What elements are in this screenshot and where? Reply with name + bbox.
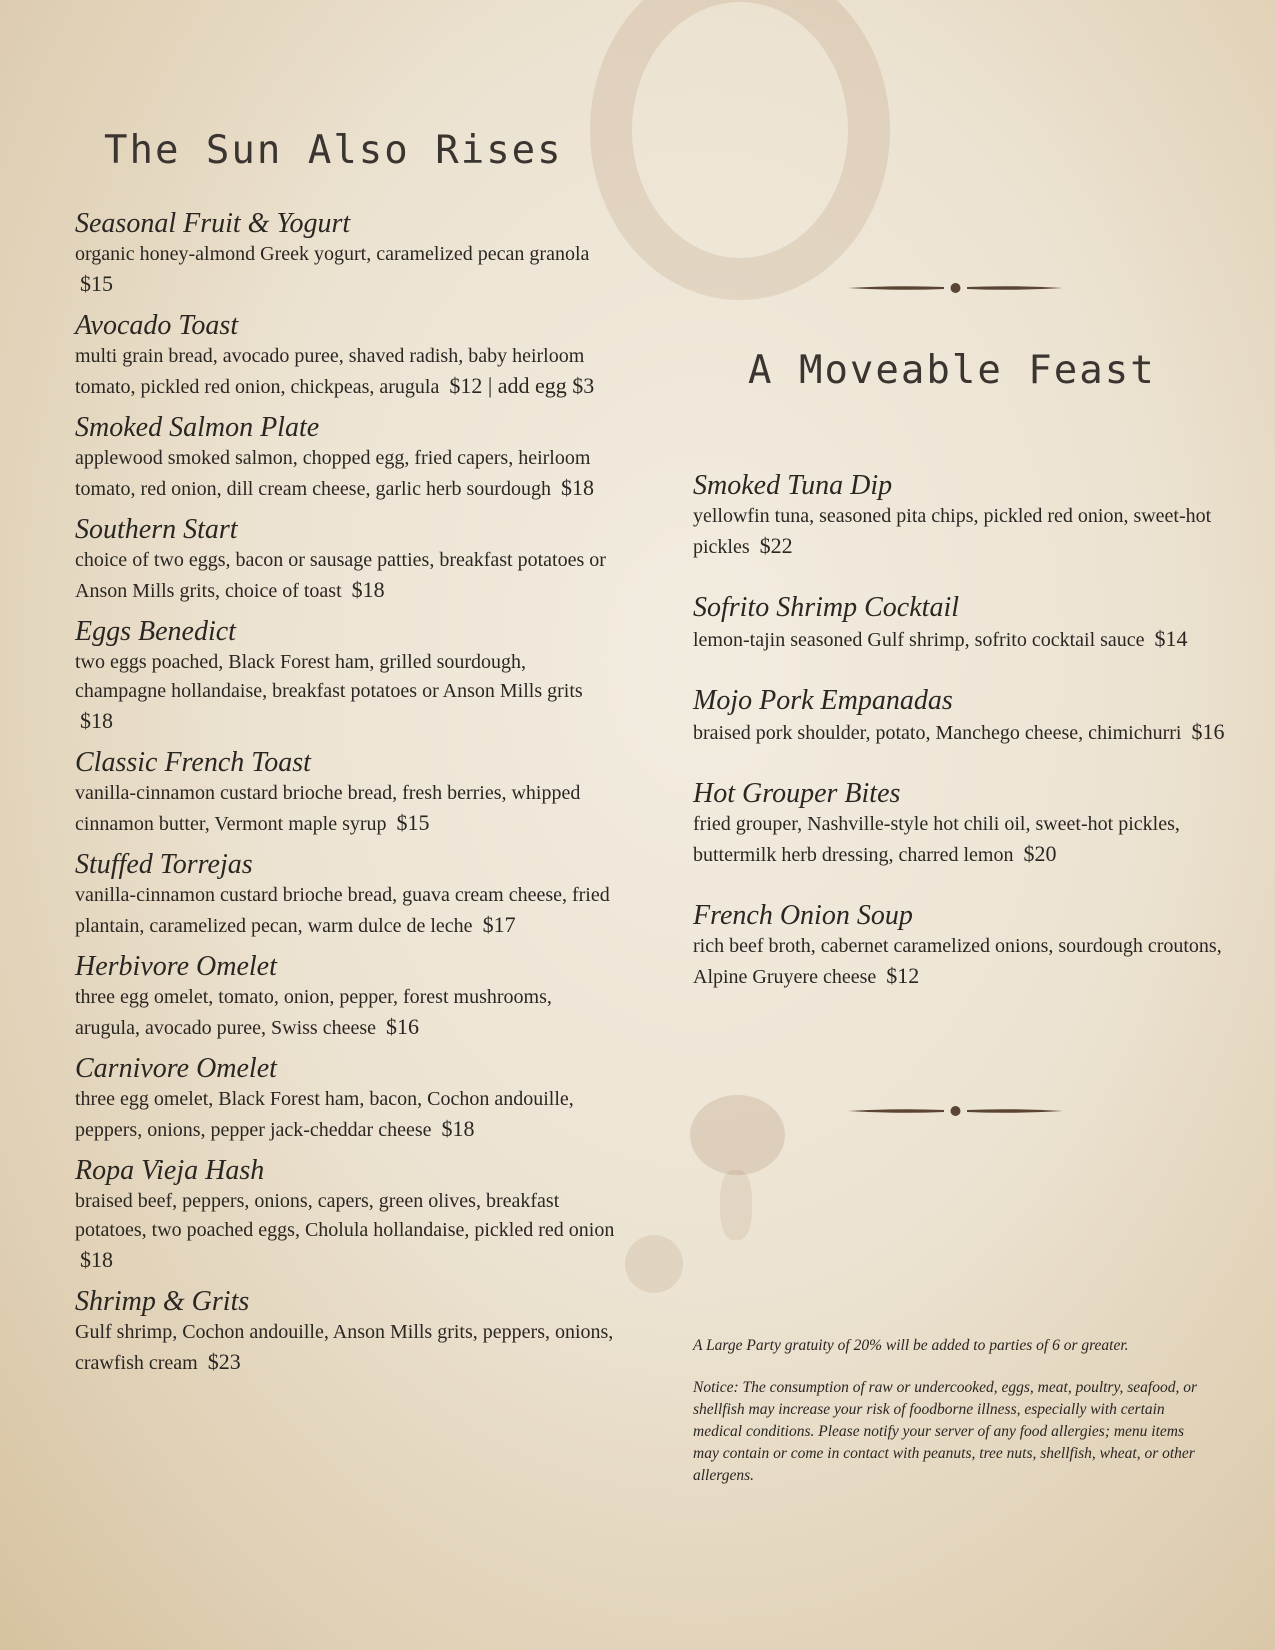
menu-item [75,310,615,402]
menu-item [75,1286,615,1378]
item-name: Seasonal Fruit & Yogurt [75,208,351,239]
menu-notes [693,1335,1213,1507]
item-name: Mojo Pork Empanadas [693,685,953,716]
item-price: $16 [386,1014,419,1039]
item-name: Shrimp & Grits [75,1286,250,1317]
coffee-ring-stain [590,0,890,300]
item-name: Southern Start [75,514,238,545]
item-price: $23 [207,1349,241,1374]
item-description: Gulf shrimp, Cochon andouille, Anson Mills grits, peppers, onions, crawfish cream $23 [75,1321,614,1374]
item-price: $14 [1154,626,1188,651]
section-title-left: The Sun Also Rises [104,128,563,173]
item-description: choice of two eggs, bacon or sausage patties, breakfast potatoes or Anson Mills grits, choice of toast $18 [75,549,606,602]
menu-item [75,747,615,839]
food-safety-notice: Notice: The consumption of raw or undercooked, eggs, meat, poultry, seafood, or shellfish may increase your risk of foodborne illness, especially with certain medical conditions. Please notify your server of any food allergies; menu items may contain or come in contact with peanuts, tree nuts, shellfish, wheat, or other allergens. [693,1379,1197,1484]
ornament-divider-bottom [848,1104,1063,1118]
item-name: French Onion Soup [693,900,913,931]
item-name: Eggs Benedict [75,616,236,647]
menu-item [75,1155,615,1276]
item-description: vanilla-cinnamon custard brioche bread, guava cream cheese, fried plantain, caramelized pecan, warm dulce de leche $17 [75,884,610,937]
item-description: vanilla-cinnamon custard brioche bread, fresh berries, whipped cinnamon butter, Vermont maple syrup $15 [75,782,581,835]
menu-item [693,900,1238,992]
coffee-drip-stain [720,1170,752,1240]
item-description: applewood smoked salmon, chopped egg, fried capers, heirloom tomato, red onion, dill cream cheese, garlic herb sourdough $18 [75,447,594,500]
item-price: $15 [396,810,430,835]
item-price: $16 [1191,719,1225,744]
item-description: three egg omelet, Black Forest ham, bacon, Cochon andouille, peppers, onions, pepper jack-cheddar cheese $18 [75,1088,574,1141]
menu-item [75,849,615,941]
menu-item [75,412,615,504]
item-price: $18 [351,577,385,602]
coffee-blot-stain [690,1095,785,1175]
item-description: yellowfin tuna, seasoned pita chips, pickled red onion, sweet-hot pickles $22 [693,505,1212,558]
item-description: lemon-tajin seasoned Gulf shrimp, sofrito cocktail sauce $14 [693,626,1188,651]
section-title-right: A Moveable Feast [748,348,1156,393]
item-price: $12 [886,963,920,988]
item-name: Smoked Salmon Plate [75,412,320,443]
item-description: braised pork shoulder, potato, Manchego cheese, chimichurri $16 [693,719,1225,744]
menu-column-right [693,470,1238,1022]
item-description: braised beef, peppers, onions, capers, green olives, breakfast potatoes, two poached eggs, Cholula hollandaise, pickled red onion $18 [75,1190,615,1272]
menu-item [75,208,615,300]
item-price: $18 [80,1247,113,1272]
item-price: $15 [80,271,113,296]
coffee-drop-stain [625,1235,683,1293]
item-name: Classic French Toast [75,747,311,778]
item-description: fried grouper, Nashville-style hot chili oil, sweet-hot pickles, buttermilk herb dressing, charred lemon $20 [693,813,1180,866]
item-description: organic honey-almond Greek yogurt, caramelized pecan granola $15 [75,243,590,296]
item-name: Stuffed Torrejas [75,849,253,880]
item-price: $12 | add egg $3 [449,373,595,398]
ornament-divider-top [848,281,1063,295]
item-name: Hot Grouper Bites [693,778,901,809]
item-description: multi grain bread, avocado puree, shaved radish, baby heirloom tomato, pickled red onion, chickpeas, arugula $12 | add egg $3 [75,345,595,398]
item-name: Ropa Vieja Hash [75,1155,265,1186]
menu-item [693,778,1238,870]
menu-column-left [75,208,615,1388]
menu-item [75,1053,615,1145]
menu-item [693,470,1238,562]
item-description: rich beef broth, cabernet caramelized onions, sourdough croutons, Alpine Gruyere cheese $12 [693,935,1222,988]
menu-item [693,592,1238,655]
item-name: Carnivore Omelet [75,1053,277,1084]
item-description: two eggs poached, Black Forest ham, grilled sourdough, champagne hollandaise, breakfast potatoes or Anson Mills grits $18 [75,651,583,733]
item-name: Herbivore Omelet [75,951,277,982]
menu-item [75,616,615,737]
item-price: $18 [560,475,594,500]
item-price: $17 [482,912,516,937]
item-name: Smoked Tuna Dip [693,470,893,501]
gratuity-note: A Large Party gratuity of 20% will be added to parties of 6 or greater. [693,1337,1129,1354]
item-name: Sofrito Shrimp Cocktail [693,592,959,623]
menu-item [75,514,615,606]
item-name: Avocado Toast [75,310,239,341]
item-price: $18 [441,1116,475,1141]
item-price: $20 [1023,841,1057,866]
item-price: $18 [80,708,113,733]
item-price: $22 [759,533,793,558]
menu-item [693,685,1238,748]
menu-item [75,951,615,1043]
item-description: three egg omelet, tomato, onion, pepper, forest mushrooms, arugula, avocado puree, Swiss cheese $16 [75,986,552,1039]
